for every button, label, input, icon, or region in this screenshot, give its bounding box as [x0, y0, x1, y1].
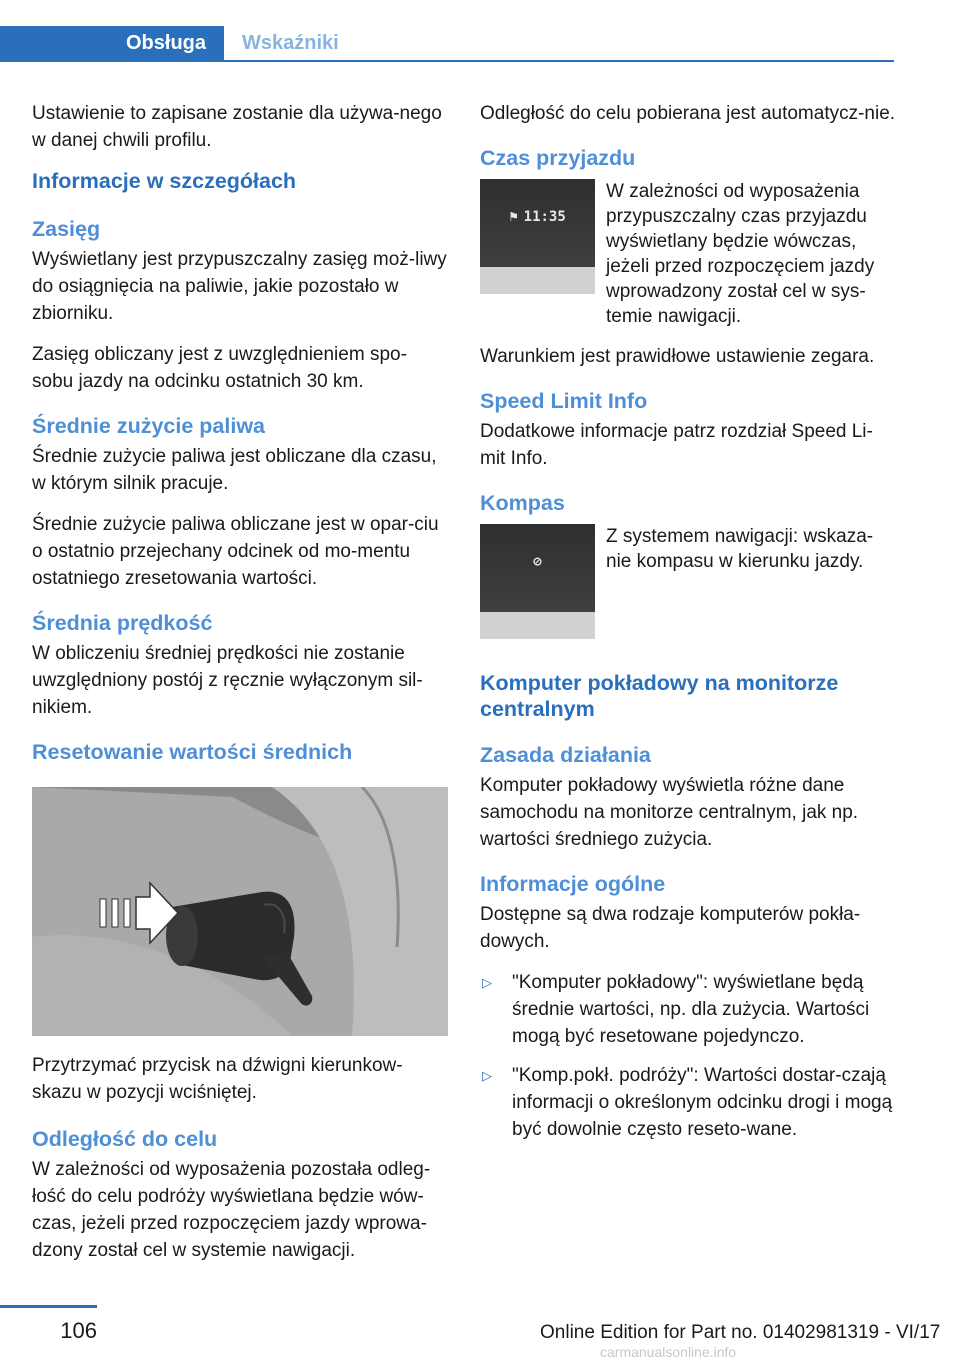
heading-principle: Zasada działania [480, 743, 651, 767]
heading-average-consumption: Średnie zużycie paliwa [32, 414, 266, 438]
flag-icon: ⚑ [509, 208, 518, 225]
compass-icon: ⊘ [533, 553, 542, 570]
compass-paragraph: Z systemem nawigacji: wskaza-nie kompasu w kierunku jazdy. [606, 526, 874, 572]
heading-range: Zasięg [32, 217, 101, 241]
display-readout [480, 524, 595, 599]
list-item [480, 1062, 896, 1143]
triangle-bullet-icon: ▷ [482, 975, 492, 990]
general-paragraph: Dostępne są dwa rodzaje komputerów pokła-dowych. [480, 904, 861, 952]
heading-reset-averages: Resetowanie wartości średnich [32, 740, 353, 764]
heading-compass: Kompas [480, 491, 565, 515]
triangle-bullet-icon: ▷ [482, 1068, 492, 1083]
consumption-paragraph-2: Średnie zużycie paliwa obliczane jest w opar-ciu o ostatnio przejechany odcinek od mo-mentu ostatniego zresetowania wartości. [32, 514, 439, 589]
arrival-time-display-image [480, 179, 595, 294]
compass-display-image [480, 524, 595, 639]
footer-divider [0, 1305, 97, 1308]
heading-distance-to-destination: Odległość do celu [32, 1127, 218, 1151]
consumption-paragraph-1: Średnie zużycie paliwa jest obliczane dla czasu, w którym silnik pracuje. [32, 446, 437, 494]
tab-obsluga[interactable]: Obsługa [0, 26, 224, 60]
auto-distance-paragraph: Odległość do celu pobierana jest automatycz-nie. [480, 103, 896, 124]
right-column [480, 100, 896, 1155]
heading-average-speed: Średnia prędkość [32, 611, 213, 635]
watermark: carmanualsonline.info [600, 1344, 737, 1360]
principle-paragraph: Komputer pokładowy wyświetla różne dane samochodu na monitorze centralnym, jak np. wartości średniego zużycia. [480, 775, 859, 850]
display-readout [480, 179, 595, 254]
arrival-time-block [480, 179, 896, 329]
bullet-text: "Komputer pokładowy": wyświetlane będą średnie wartości, np. dla zużycia. Wartości mogą być resetowane pojedynczo. [512, 972, 870, 1047]
speedlimit-paragraph: Dodatkowe informacje patrz rozdział Speed Li-mit Info. [480, 421, 873, 469]
heading-details: Informacje w szczegółach [32, 169, 297, 193]
compass-block [480, 524, 896, 640]
heading-central-display-computer: Komputer pokładowy na monitorze centralnym [480, 671, 839, 721]
heading-arrival-time: Czas przyjazdu [480, 146, 636, 170]
page-header [0, 0, 960, 62]
edition-note: Online Edition for Part no. 01402981319 - VI/17 [540, 1322, 941, 1343]
page-number: 106 [60, 1318, 97, 1343]
heading-general-info: Informacje ogólne [480, 872, 666, 896]
lever-illustration [32, 787, 448, 1036]
speed-paragraph: W obliczeniu średniej prędkości nie zostanie uwzględniony postój z ręcznie wyłączonym sil-nikiem. [32, 643, 423, 718]
arrival-time-value: 11:35 [523, 208, 566, 225]
range-paragraph-1: Wyświetlany jest przypuszczalny zasięg moż-liwy do osiągnięcia na paliwie, jakie pozostało w zbiorniku. [32, 249, 447, 324]
arrival-paragraph-1: W zależności od wyposażenia przypuszczalny czas przyjazdu wyświetlany będzie wówczas, jeżeli przed rozpoczęciem jazdy wprowadzony został cel w sys-temie nawigacji. [606, 181, 875, 327]
arrival-paragraph-2: Warunkiem jest prawidłowe ustawienie zegara. [480, 346, 875, 367]
distance-paragraph: W zależności od wyposażenia pozostała odleg-łość do celu podróży wyświetlana będzie wów-czas, jeżeli przed rozpoczęciem jazdy wprowa-dzony został cel w systemie nawigacji. [32, 1159, 431, 1261]
turn-signal-lever-photo [32, 787, 448, 1036]
range-paragraph-2: Zasięg obliczany jest z uwzględnieniem spo-sobu jazdy na odcinku ostatnich 30 km. [32, 344, 407, 392]
reset-paragraph: Przytrzymać przycisk na dźwigni kierunkow-skazu w pozycji wciśniętej. [32, 1055, 403, 1103]
bullet-text: "Komp.pokł. podróży": Wartości dostar-czają informacji o określonym odcinku drogi i mogą być dowolnie często reseto-wane. [512, 1065, 893, 1140]
heading-speed-limit-info: Speed Limit Info [480, 389, 648, 413]
left-column [32, 100, 448, 1278]
header-divider [0, 60, 894, 62]
tab-wskazniki[interactable]: Wskaźniki [242, 31, 339, 54]
intro-paragraph: Ustawienie to zapisane zostanie dla używa-nego w danej chwili profilu. [32, 103, 442, 151]
list-item [480, 969, 896, 1050]
